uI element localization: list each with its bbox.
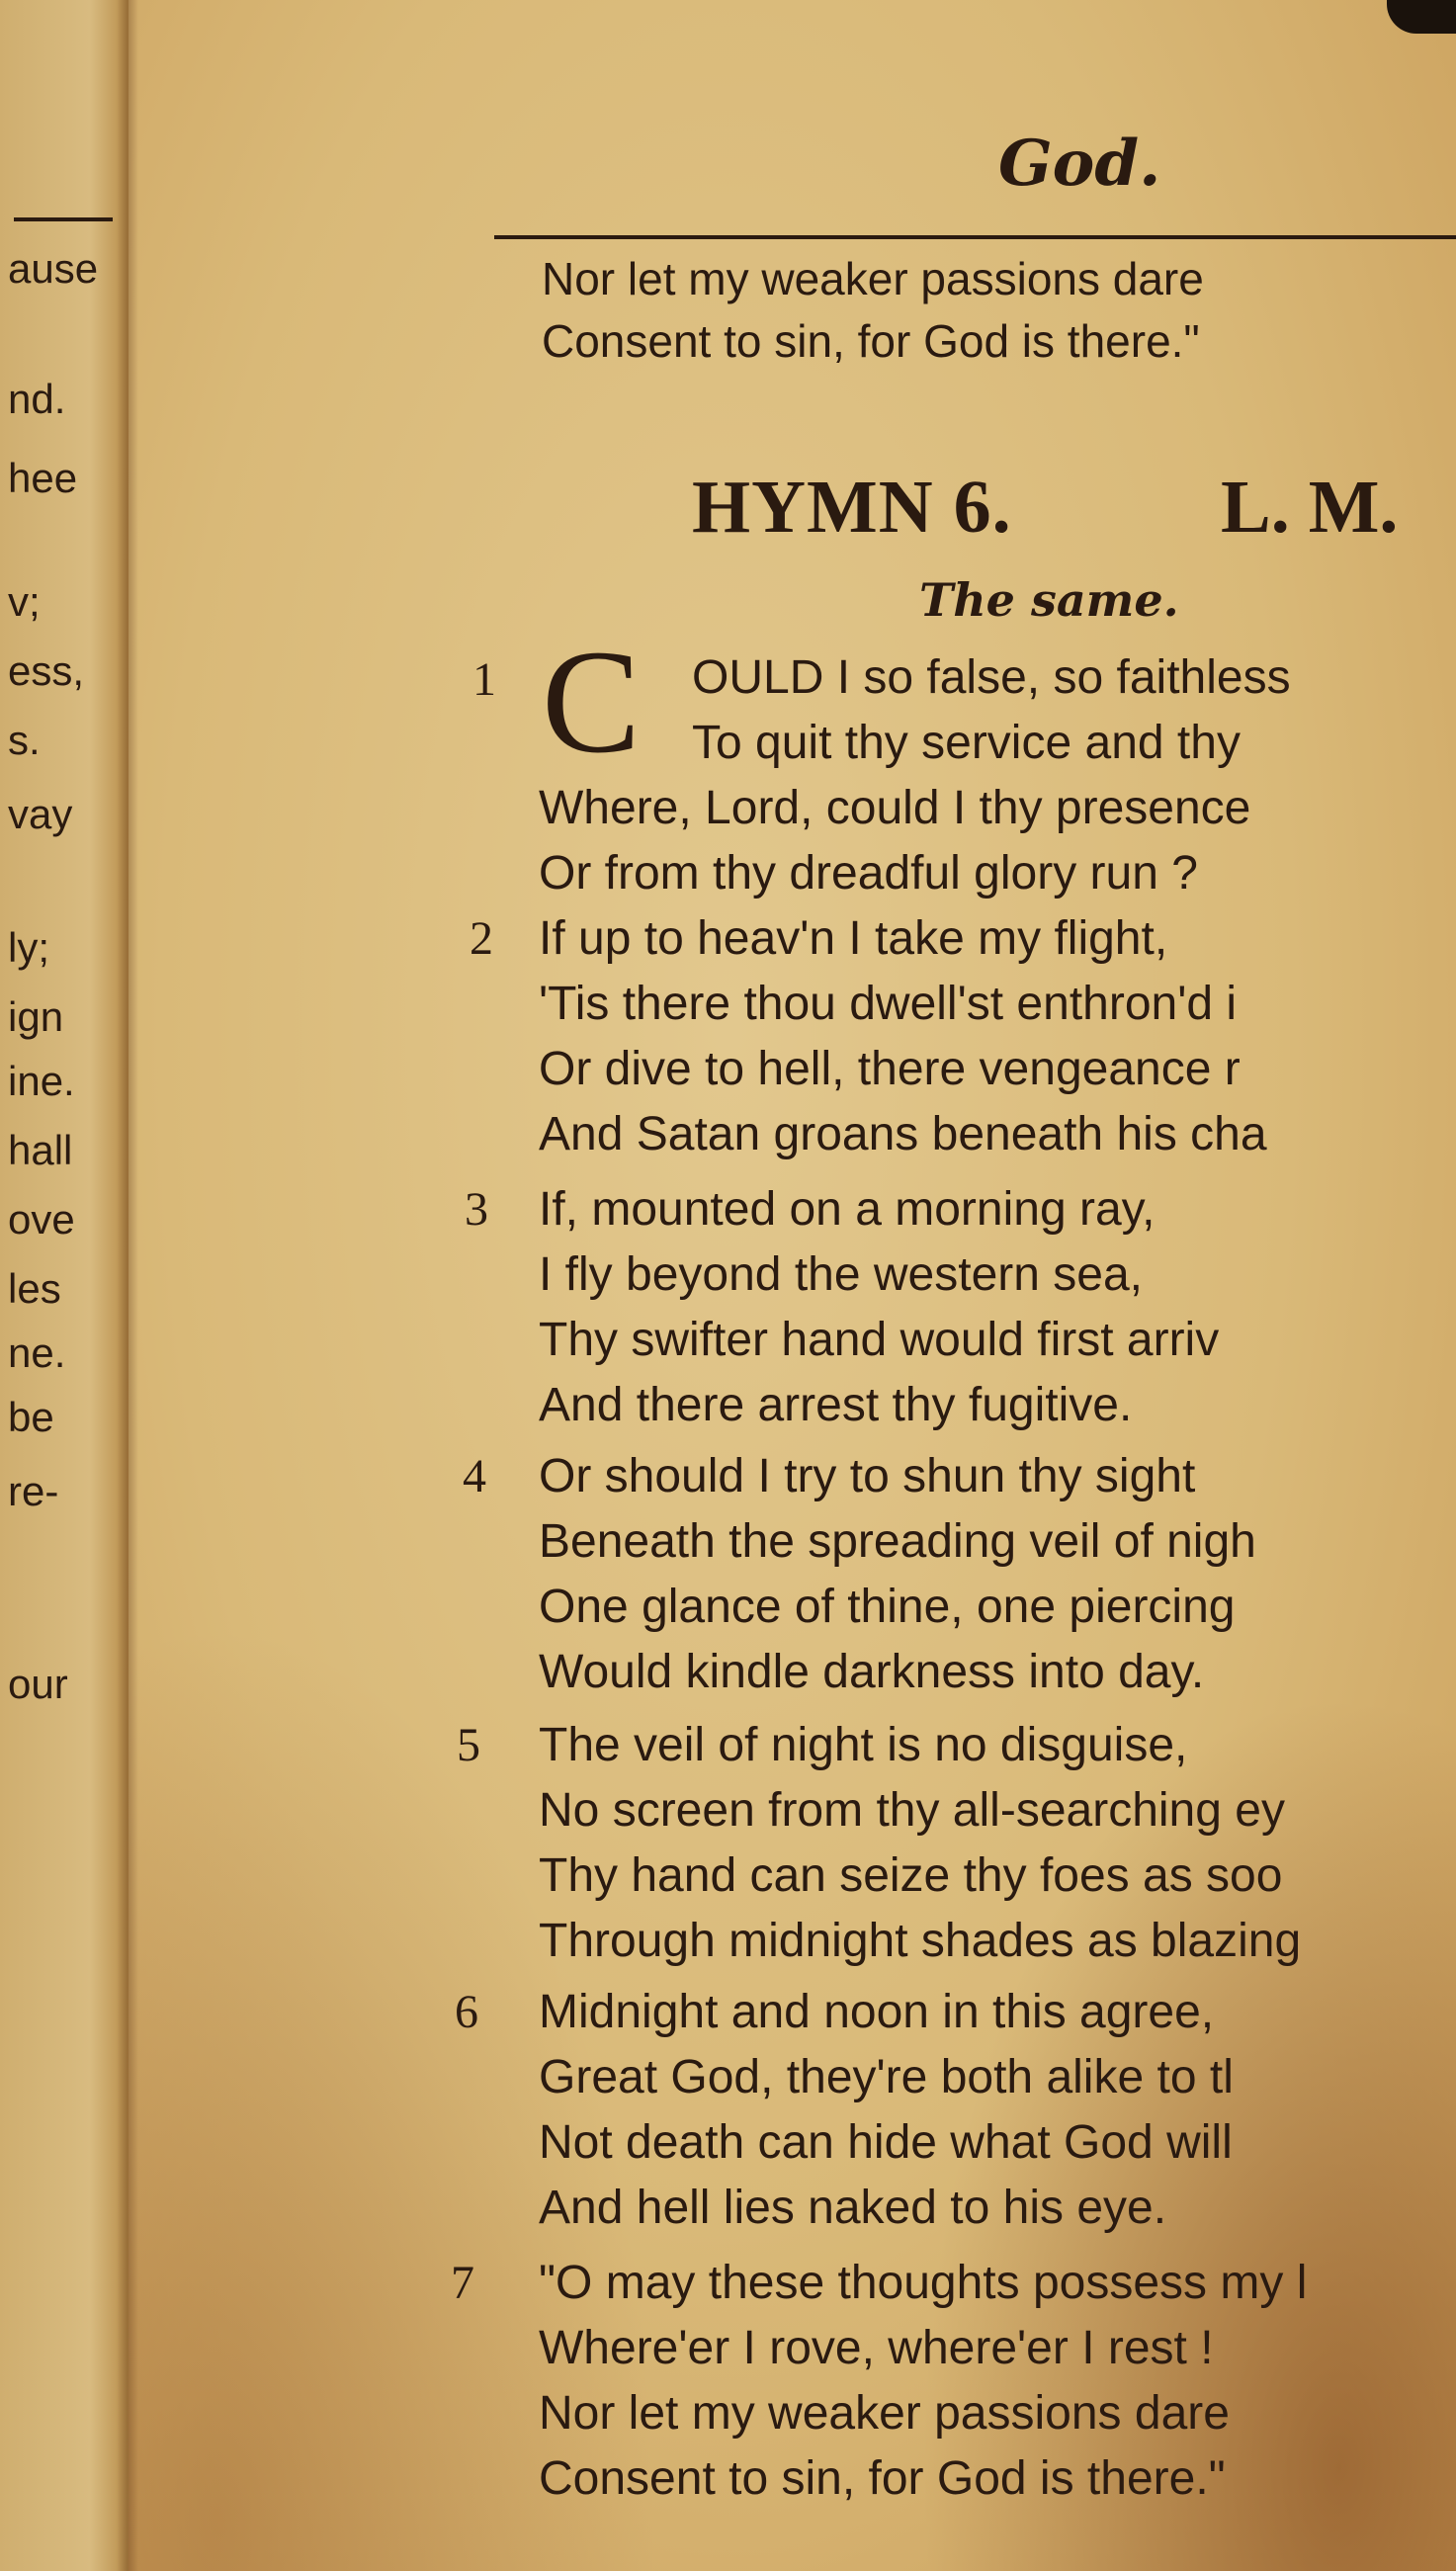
left-fragment: hall	[8, 1127, 73, 1173]
verse-number: 6	[455, 1986, 478, 2038]
verse-number: 4	[463, 1450, 486, 1502]
left-fragment: les	[8, 1265, 61, 1312]
verse-line: No screen from thy all-searching ey	[539, 1784, 1285, 1837]
verse-line: Or should I try to shun thy sight	[539, 1450, 1196, 1502]
verse-line: I fly beyond the western sea,	[539, 1248, 1144, 1301]
verse-number: 7	[451, 2257, 474, 2309]
verse-line: Nor let my weaker passions dare	[539, 2387, 1230, 2440]
verse-line: And Satan groans beneath his cha	[539, 1108, 1267, 1160]
verse-line: To quit thy service and thy	[692, 717, 1241, 769]
left-fragment: our	[8, 1661, 68, 1707]
verse-line: Great God, they're both alike to tl	[539, 2051, 1234, 2103]
carryover-line: Consent to sin, for God is there."	[542, 315, 1200, 367]
hymn-subtitle: The same.	[919, 573, 1179, 627]
verse-line: Midnight and noon in this agree,	[539, 1986, 1215, 2038]
verse-line: "O may these thoughts possess my l	[539, 2257, 1308, 2309]
left-fragment: nd.	[8, 376, 66, 422]
hymn-meter: L. M.	[1221, 466, 1399, 549]
left-fragment: ign	[8, 993, 64, 1040]
verse-line: If, mounted on a morning ray,	[539, 1183, 1156, 1236]
verse-line: Beneath the spreading veil of nigh	[539, 1515, 1256, 1568]
running-header: God.	[998, 127, 1161, 201]
verse-line: Thy swifter hand would first arriv	[539, 1314, 1220, 1366]
verse-line: Thy hand can seize thy foes as soo	[539, 1849, 1283, 1902]
verse-number: 2	[470, 912, 493, 965]
verse-number: 5	[457, 1719, 480, 1771]
left-fragment: s.	[8, 717, 41, 763]
left-fragment: hee	[8, 455, 78, 501]
verse-line: Where, Lord, could I thy presence	[539, 782, 1251, 834]
hymn-title: HYMN 6.	[692, 466, 1012, 549]
verse-line: 'Tis there thou dwell'st enthron'd i	[539, 978, 1238, 1030]
header-rule	[494, 235, 1456, 239]
left-fragment: re-	[8, 1468, 59, 1514]
left-fragment: ine.	[8, 1058, 75, 1104]
verse-line: The veil of night is no disguise,	[539, 1719, 1188, 1771]
verse-number: 1	[472, 653, 496, 706]
verse-line: Or dive to hell, there vengeance r	[539, 1043, 1241, 1095]
verse-line: OULD I so false, so faithless	[692, 651, 1291, 704]
left-fragment: ove	[8, 1196, 75, 1243]
left-fragment: ne.	[8, 1329, 66, 1376]
left-fragment: ly;	[8, 924, 49, 971]
book-gutter	[117, 0, 138, 2571]
verse-line: One glance of thine, one piercing	[539, 1581, 1236, 1633]
left-fragment: vay	[8, 791, 73, 837]
verse-line: Where'er I rove, where'er I rest !	[539, 2322, 1214, 2374]
verse-line: And there arrest thy fugitive.	[539, 1379, 1133, 1431]
verse-line: Would kindle darkness into day.	[539, 1646, 1205, 1698]
page-corner-tab	[1387, 0, 1456, 34]
verse-line: Or from thy dreadful glory run ?	[539, 847, 1198, 900]
left-fragment: v;	[8, 578, 41, 625]
verse-line: Not death can hide what God will	[539, 2116, 1233, 2169]
left-fragment: ause	[8, 245, 99, 292]
verse-line: And hell lies naked to his eye.	[539, 2182, 1167, 2234]
left-page-rule	[14, 217, 113, 221]
verse-number: 3	[465, 1183, 488, 1236]
verse-line: Consent to sin, for God is there."	[539, 2452, 1226, 2505]
left-fragment: be	[8, 1394, 54, 1440]
carryover-line: Nor let my weaker passions dare	[542, 253, 1204, 304]
drop-cap: C	[542, 620, 642, 784]
verse-line: Through midnight shades as blazing	[539, 1915, 1302, 1967]
left-fragment: ess,	[8, 647, 85, 694]
verse-line: If up to heav'n I take my flight,	[539, 912, 1168, 965]
